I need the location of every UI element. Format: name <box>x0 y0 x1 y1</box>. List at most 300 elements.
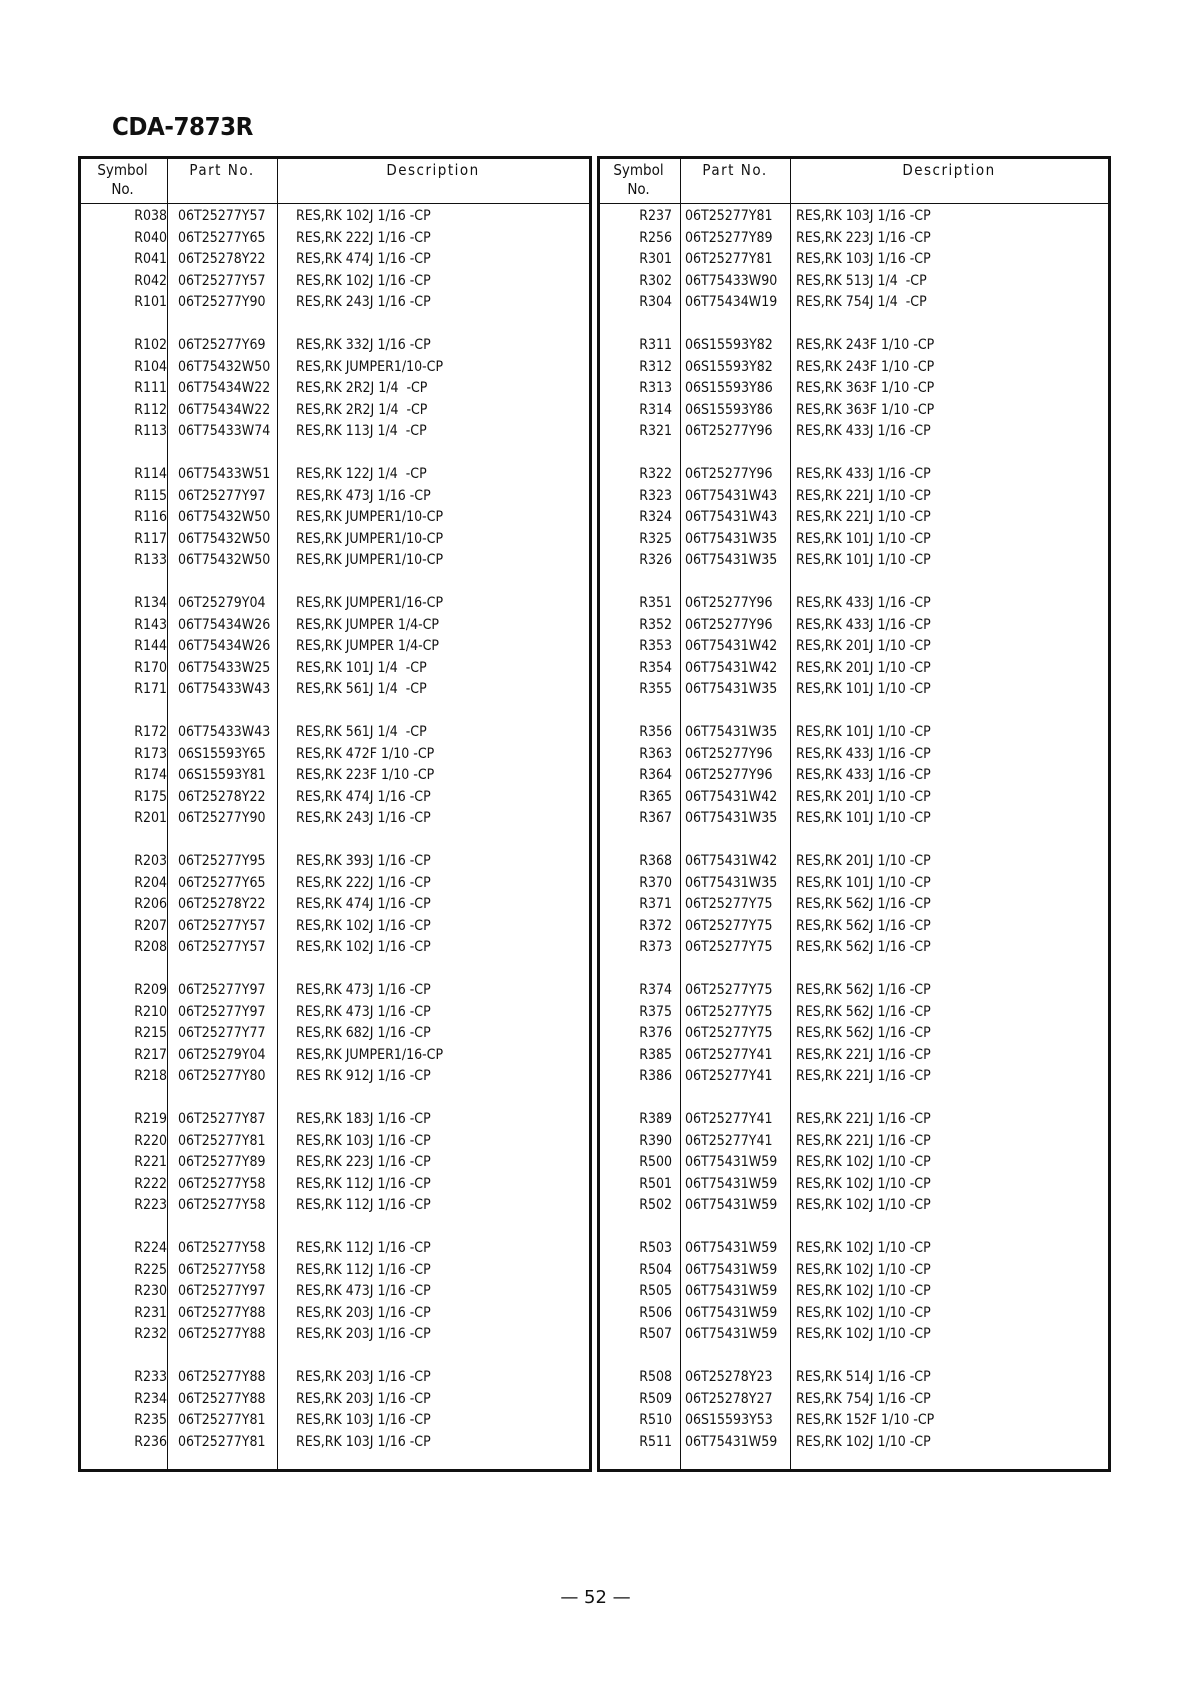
table-row <box>81 1174 589 1196</box>
table-row <box>81 1260 589 1282</box>
part-no-cell: 06T75432W50 <box>178 552 271 568</box>
description-cell: RES RK 912J 1/16 -CP <box>296 1068 431 1084</box>
symbol-cell: R225 <box>134 1261 167 1278</box>
table-row <box>81 679 589 701</box>
table-row <box>81 529 589 551</box>
group-spacer <box>81 1346 589 1368</box>
part-no-cell: 06T25277Y41 <box>685 1111 773 1127</box>
symbol-cell: R355 <box>639 681 672 697</box>
table-row <box>81 507 589 529</box>
part-no-cell: 06T25277Y58 <box>178 1197 266 1213</box>
table-row <box>81 1324 589 1346</box>
symbol-cell: R134 <box>134 595 167 611</box>
group-spacer <box>81 959 589 981</box>
table-row <box>600 636 1108 658</box>
description-cell: RES,RK 102J 1/10 -CP <box>796 1433 931 1450</box>
description-cell: RES,RK 103J 1/16 -CP <box>796 251 931 267</box>
description-cell: RES,RK 102J 1/16 -CP <box>296 939 431 955</box>
symbol-cell: R353 <box>639 638 672 654</box>
table-row <box>81 1238 589 1260</box>
description-cell: RES,RK 562J 1/16 -CP <box>796 1025 931 1041</box>
symbol-cell: R385 <box>639 1046 672 1063</box>
part-no-cell: 06T75431W35 <box>685 552 778 568</box>
table-row <box>600 1045 1108 1067</box>
part-no-cell: 06T75434W26 <box>178 616 271 633</box>
symbol-cell: R221 <box>134 1154 167 1170</box>
description-cell: RES,RK 112J 1/16 -CP <box>296 1175 431 1192</box>
description-cell: RES,RK 754J 1/4 -CP <box>796 294 927 310</box>
description-cell: RES,RK 201J 1/10 -CP <box>796 788 931 805</box>
header-symbol-text: Symbol No. <box>97 161 148 198</box>
table-row <box>600 1131 1108 1153</box>
part-no-cell: 06T25277Y89 <box>685 229 773 246</box>
table-row <box>81 228 589 250</box>
table-row <box>600 464 1108 486</box>
description-cell: RES,RK 203J 1/16 -CP <box>296 1369 431 1385</box>
table-row <box>600 787 1108 809</box>
table-row <box>600 1238 1108 1260</box>
part-no-cell: 06T75432W50 <box>178 530 271 547</box>
table-row <box>81 1023 589 1045</box>
symbol-cell: R038 <box>134 208 167 224</box>
part-no-cell: 06T75431W43 <box>685 487 778 504</box>
symbol-cell: R174 <box>134 767 167 783</box>
description-cell: RES,RK 221J 1/10 -CP <box>796 509 931 525</box>
table-row <box>600 357 1108 379</box>
description-cell: RES,RK 101J 1/10 -CP <box>796 810 931 826</box>
part-no-cell: 06T75431W59 <box>685 1154 778 1170</box>
table-row <box>600 808 1108 830</box>
group-spacer <box>600 1088 1108 1110</box>
symbol-cell: R386 <box>639 1068 672 1084</box>
symbol-cell: R143 <box>134 616 167 633</box>
symbol-cell: R363 <box>639 745 672 762</box>
symbol-cell: R218 <box>134 1068 167 1084</box>
symbol-cell: R506 <box>639 1304 672 1321</box>
group-spacer <box>600 572 1108 594</box>
part-no-cell: 06T25277Y87 <box>178 1111 266 1127</box>
symbol-cell: R223 <box>134 1197 167 1213</box>
part-no-cell: 06T25277Y90 <box>178 810 266 826</box>
description-cell: RES,RK 221J 1/16 -CP <box>796 1068 931 1084</box>
description-cell: RES,RK 473J 1/16 -CP <box>296 1003 431 1020</box>
part-no-cell: 06T25277Y75 <box>685 917 773 934</box>
description-cell: RES,RK 474J 1/16 -CP <box>296 251 431 267</box>
part-no-cell: 06T75433W25 <box>178 659 271 676</box>
part-no-cell: 06T25277Y96 <box>685 595 773 611</box>
description-cell: RES,RK 102J 1/10 -CP <box>796 1261 931 1278</box>
part-no-cell: 06T75431W35 <box>685 874 778 891</box>
symbol-cell: R301 <box>639 251 672 267</box>
part-no-cell: 06T25277Y89 <box>178 1154 266 1170</box>
part-no-cell: 06T75431W59 <box>685 1326 778 1342</box>
symbol-cell: R352 <box>639 616 672 633</box>
table-row <box>600 894 1108 916</box>
part-no-cell: 06T25277Y41 <box>685 1068 773 1084</box>
part-no-cell: 06T75432W50 <box>178 509 271 525</box>
description-cell: RES,RK 433J 1/16 -CP <box>796 745 931 762</box>
description-cell: RES,RK 562J 1/16 -CP <box>796 896 931 912</box>
table-row <box>600 658 1108 680</box>
part-no-cell: 06T25277Y58 <box>178 1240 266 1256</box>
description-cell: RES,RK 103J 1/16 -CP <box>296 1132 431 1149</box>
symbol-cell: R233 <box>134 1369 167 1385</box>
table-row <box>600 937 1108 959</box>
part-no-cell: 06T75431W59 <box>685 1261 778 1278</box>
symbol-cell: R209 <box>134 982 167 998</box>
symbol-cell: R210 <box>134 1003 167 1020</box>
table-row <box>600 1432 1108 1454</box>
description-cell: RES,RK 393J 1/16 -CP <box>296 853 431 869</box>
description-cell: RES,RK 102J 1/16 -CP <box>296 208 431 224</box>
part-no-cell: 06T25277Y88 <box>178 1369 266 1385</box>
symbol-cell: R201 <box>134 810 167 826</box>
symbol-cell: R204 <box>134 874 167 891</box>
table-row <box>81 378 589 400</box>
description-cell: RES,RK 562J 1/16 -CP <box>796 917 931 934</box>
group-spacer <box>81 1217 589 1239</box>
symbol-cell: R356 <box>639 724 672 740</box>
symbol-cell: R504 <box>639 1261 672 1278</box>
table-row <box>600 486 1108 508</box>
symbol-cell: R116 <box>134 509 167 525</box>
table-row <box>600 1281 1108 1303</box>
table-row <box>600 1109 1108 1131</box>
table-row <box>81 550 589 572</box>
table-row <box>600 1002 1108 1024</box>
table-row <box>81 1410 589 1432</box>
document-title: CDA-7873R <box>112 112 253 141</box>
description-cell: RES,RK 2R2J 1/4 -CP <box>296 380 428 396</box>
group-spacer <box>81 443 589 465</box>
part-no-cell: 06T25277Y41 <box>685 1132 773 1149</box>
part-no-cell: 06T25277Y75 <box>685 896 773 912</box>
part-no-cell: 06T75431W59 <box>685 1433 778 1450</box>
symbol-cell: R500 <box>639 1154 672 1170</box>
part-no-cell: 06T25277Y58 <box>178 1261 266 1278</box>
table-row <box>600 400 1108 422</box>
header-part-no: Part No. <box>189 161 255 179</box>
description-cell: RES,RK 122J 1/4 -CP <box>296 466 427 482</box>
description-cell: RES,RK 102J 1/10 -CP <box>796 1197 931 1213</box>
table-row <box>81 851 589 873</box>
part-no-cell: 06T25278Y27 <box>685 1390 773 1407</box>
description-cell: RES,RK JUMPER1/16-CP <box>296 1046 444 1063</box>
table-row <box>81 765 589 787</box>
part-no-cell: 06T25277Y75 <box>685 939 773 955</box>
group-spacer <box>81 1088 589 1110</box>
description-cell: RES,RK 102J 1/10 -CP <box>796 1154 931 1170</box>
part-no-cell: 06T25277Y90 <box>178 294 266 310</box>
part-no-cell: 06T75431W59 <box>685 1283 778 1299</box>
part-no-cell: 06T25277Y88 <box>178 1326 266 1342</box>
symbol-cell: R173 <box>134 745 167 762</box>
description-cell: RES,RK 201J 1/10 -CP <box>796 853 931 869</box>
description-cell: RES,RK JUMPER1/16-CP <box>296 595 444 611</box>
description-cell: RES,RK 474J 1/16 -CP <box>296 896 431 912</box>
table-row <box>600 271 1108 293</box>
table-row <box>81 1432 589 1454</box>
header-divider <box>600 203 1108 204</box>
part-no-cell: 06T25279Y04 <box>178 1046 266 1063</box>
table-row <box>81 873 589 895</box>
symbol-cell: R505 <box>639 1283 672 1299</box>
table-row <box>81 916 589 938</box>
symbol-cell: R170 <box>134 659 167 676</box>
symbol-cell: R373 <box>639 939 672 955</box>
description-cell: RES,RK 754J 1/16 -CP <box>796 1390 931 1407</box>
description-cell: RES,RK 363F 1/10 -CP <box>796 380 935 396</box>
description-cell: RES,RK 223F 1/10 -CP <box>296 767 435 783</box>
description-cell: RES,RK 433J 1/16 -CP <box>796 466 931 482</box>
table-row <box>600 1324 1108 1346</box>
symbol-cell: R323 <box>639 487 672 504</box>
description-cell: RES,RK 103J 1/16 -CP <box>296 1412 431 1428</box>
description-cell: RES,RK 682J 1/16 -CP <box>296 1025 431 1041</box>
part-no-cell: 06T75431W59 <box>685 1240 778 1256</box>
part-no-cell: 06T75431W35 <box>685 810 778 826</box>
symbol-cell: R133 <box>134 552 167 568</box>
part-no-cell: 06T75431W59 <box>685 1197 778 1213</box>
description-cell: RES,RK 513J 1/4 -CP <box>796 272 927 289</box>
symbol-cell: R509 <box>639 1390 672 1407</box>
description-cell: RES,RK 243F 1/10 -CP <box>796 358 935 375</box>
table-row <box>600 529 1108 551</box>
part-no-cell: 06T75431W42 <box>685 853 778 869</box>
description-cell: RES,RK JUMPER1/10-CP <box>296 530 444 547</box>
part-no-cell: 06T75434W22 <box>178 380 271 396</box>
table-row <box>81 722 589 744</box>
part-no-cell: 06T25277Y69 <box>178 337 266 353</box>
part-no-cell: 06T25277Y75 <box>685 1003 773 1020</box>
parts-table-left <box>78 156 592 1472</box>
symbol-cell: R220 <box>134 1132 167 1149</box>
description-cell: RES,RK 102J 1/10 -CP <box>796 1304 931 1321</box>
symbol-cell: R372 <box>639 917 672 934</box>
part-no-cell: 06T75433W90 <box>685 272 778 289</box>
symbol-cell: R510 <box>639 1412 672 1428</box>
description-cell: RES,RK 112J 1/16 -CP <box>296 1197 431 1213</box>
part-no-cell: 06T75431W42 <box>685 638 778 654</box>
description-cell: RES,RK 433J 1/16 -CP <box>796 423 931 439</box>
table-row <box>600 1174 1108 1196</box>
symbol-cell: R314 <box>639 401 672 418</box>
table-row <box>81 486 589 508</box>
description-cell: RES,RK 561J 1/4 -CP <box>296 724 427 740</box>
symbol-cell: R375 <box>639 1003 672 1020</box>
table-row <box>81 1303 589 1325</box>
part-no-cell: 06T75434W26 <box>178 638 271 654</box>
part-no-cell: 06T25277Y57 <box>178 917 266 934</box>
part-no-cell: 06T75431W42 <box>685 788 778 805</box>
part-no-cell: 06T75431W35 <box>685 530 778 547</box>
symbol-cell: R311 <box>639 337 672 353</box>
group-spacer <box>81 830 589 852</box>
symbol-cell: R104 <box>134 358 167 375</box>
symbol-cell: R234 <box>134 1390 167 1407</box>
group-spacer <box>600 701 1108 723</box>
part-no-cell: 06T75431W35 <box>685 724 778 740</box>
group-spacer <box>81 314 589 336</box>
table-row <box>600 744 1108 766</box>
symbol-cell: R502 <box>639 1197 672 1213</box>
description-cell: RES,RK 561J 1/4 -CP <box>296 681 427 697</box>
description-cell: RES,RK 223J 1/16 -CP <box>796 229 931 246</box>
part-no-cell: 06T25277Y57 <box>178 939 266 955</box>
description-cell: RES,RK 203J 1/16 -CP <box>296 1304 431 1321</box>
header-description: Description <box>386 161 480 179</box>
symbol-cell: R117 <box>134 530 167 547</box>
description-cell: RES,RK 101J 1/10 -CP <box>796 530 931 547</box>
description-cell: RES,RK 102J 1/10 -CP <box>796 1175 931 1192</box>
symbol-cell: R207 <box>134 917 167 934</box>
description-cell: RES,RK JUMPER1/10-CP <box>296 552 444 568</box>
table-row <box>600 378 1108 400</box>
table-row <box>600 873 1108 895</box>
symbol-cell: R111 <box>134 380 167 396</box>
part-no-cell: 06S15593Y53 <box>685 1412 773 1428</box>
part-no-cell: 06T25278Y23 <box>685 1369 773 1385</box>
table-row <box>600 228 1108 250</box>
description-cell: RES,RK 514J 1/16 -CP <box>796 1369 931 1385</box>
symbol-cell: R313 <box>639 380 672 396</box>
table-row <box>600 421 1108 443</box>
description-cell: RES,RK 222J 1/16 -CP <box>296 229 431 246</box>
symbol-cell: R232 <box>134 1326 167 1342</box>
table-row <box>81 636 589 658</box>
table-row <box>600 722 1108 744</box>
description-cell: RES,RK 152F 1/10 -CP <box>796 1412 935 1428</box>
part-no-cell: 06T25277Y81 <box>178 1433 266 1450</box>
table-row <box>600 1410 1108 1432</box>
table-row <box>600 1023 1108 1045</box>
symbol-cell: R172 <box>134 724 167 740</box>
table-row <box>81 292 589 314</box>
header-symbol-no <box>597 161 680 199</box>
symbol-cell: R113 <box>134 423 167 439</box>
symbol-cell: R324 <box>639 509 672 525</box>
table-row <box>81 744 589 766</box>
table-row <box>81 1002 589 1024</box>
table-row <box>81 658 589 680</box>
table-row <box>600 550 1108 572</box>
symbol-cell: R302 <box>639 272 672 289</box>
symbol-cell: R508 <box>639 1369 672 1385</box>
symbol-cell: R501 <box>639 1175 672 1192</box>
symbol-cell: R390 <box>639 1132 672 1149</box>
part-no-cell: 06T25277Y57 <box>178 272 266 289</box>
part-no-cell: 06T25279Y04 <box>178 595 266 611</box>
symbol-cell: R222 <box>134 1175 167 1192</box>
symbol-cell: R231 <box>134 1304 167 1321</box>
group-spacer <box>600 830 1108 852</box>
symbol-cell: R304 <box>639 294 672 310</box>
symbol-cell: R237 <box>639 208 672 224</box>
description-cell: RES,RK 102J 1/16 -CP <box>296 917 431 934</box>
description-cell: RES,RK 112J 1/16 -CP <box>296 1261 431 1278</box>
description-cell: RES,RK JUMPER 1/4-CP <box>296 638 440 654</box>
part-no-cell: 06T75431W59 <box>685 1175 778 1192</box>
table-row <box>81 357 589 379</box>
part-no-cell: 06T75433W74 <box>178 423 271 439</box>
part-no-cell: 06T25277Y96 <box>685 616 773 633</box>
symbol-cell: R114 <box>134 466 167 482</box>
table-row <box>600 916 1108 938</box>
symbol-cell: R102 <box>134 337 167 353</box>
symbol-cell: R215 <box>134 1025 167 1041</box>
symbol-cell: R326 <box>639 552 672 568</box>
table-row <box>81 1066 589 1088</box>
description-cell: RES,RK 103J 1/16 -CP <box>796 208 931 224</box>
description-cell: RES,RK 101J 1/4 -CP <box>296 659 427 676</box>
table-row <box>81 593 589 615</box>
part-no-cell: 06S15593Y81 <box>178 767 266 783</box>
symbol-cell: R374 <box>639 982 672 998</box>
symbol-cell: R208 <box>134 939 167 955</box>
part-no-cell: 06T25277Y75 <box>685 1025 773 1041</box>
table-row <box>600 335 1108 357</box>
table-row <box>600 1367 1108 1389</box>
part-no-cell: 06T25277Y97 <box>178 487 266 504</box>
part-no-cell: 06T25277Y97 <box>178 1003 266 1020</box>
description-cell: RES,RK 102J 1/10 -CP <box>796 1326 931 1342</box>
table-row <box>600 249 1108 271</box>
description-cell: RES,RK 203J 1/16 -CP <box>296 1326 431 1342</box>
symbol-cell: R322 <box>639 466 672 482</box>
part-no-cell: 06S15593Y82 <box>685 358 773 375</box>
description-cell: RES,RK 222J 1/16 -CP <box>296 874 431 891</box>
table-row <box>81 421 589 443</box>
table-row <box>600 1260 1108 1282</box>
header-symbol-text: Symbol No. <box>613 161 664 198</box>
symbol-cell: R115 <box>134 487 167 504</box>
table-row <box>81 1109 589 1131</box>
symbol-cell: R144 <box>134 638 167 654</box>
description-cell: RES,RK 2R2J 1/4 -CP <box>296 401 428 418</box>
part-no-cell: 06T25277Y41 <box>685 1046 773 1063</box>
symbol-cell: R206 <box>134 896 167 912</box>
table-row <box>81 1131 589 1153</box>
table-row <box>81 249 589 271</box>
table-row <box>600 1066 1108 1088</box>
part-no-cell: 06T75431W35 <box>685 681 778 697</box>
symbol-cell: R367 <box>639 810 672 826</box>
description-cell: RES,RK 433J 1/16 -CP <box>796 616 931 633</box>
symbol-cell: R175 <box>134 788 167 805</box>
symbol-cell: R171 <box>134 681 167 697</box>
part-no-cell: 06T25277Y58 <box>178 1175 266 1192</box>
description-cell: RES,RK 102J 1/16 -CP <box>296 272 431 289</box>
description-cell: RES,RK 102J 1/10 -CP <box>796 1283 931 1299</box>
part-no-cell: 06T25277Y77 <box>178 1025 266 1041</box>
description-cell: RES,RK 473J 1/16 -CP <box>296 1283 431 1299</box>
description-cell: RES,RK 474J 1/16 -CP <box>296 788 431 805</box>
table-row <box>81 1367 589 1389</box>
description-cell: RES,RK 112J 1/16 -CP <box>296 1240 431 1256</box>
part-no-cell: 06T25277Y96 <box>685 466 773 482</box>
table-row <box>81 400 589 422</box>
symbol-cell: R219 <box>134 1111 167 1127</box>
part-no-cell: 06T75432W50 <box>178 358 271 375</box>
part-no-cell: 06S15593Y82 <box>685 337 773 353</box>
description-cell: RES,RK 221J 1/16 -CP <box>796 1111 931 1127</box>
header-symbol-no <box>78 161 167 199</box>
table-row <box>81 615 589 637</box>
table-row <box>600 1389 1108 1411</box>
part-no-cell: 06S15593Y86 <box>685 380 773 396</box>
table-row <box>81 1281 589 1303</box>
table-row <box>600 679 1108 701</box>
